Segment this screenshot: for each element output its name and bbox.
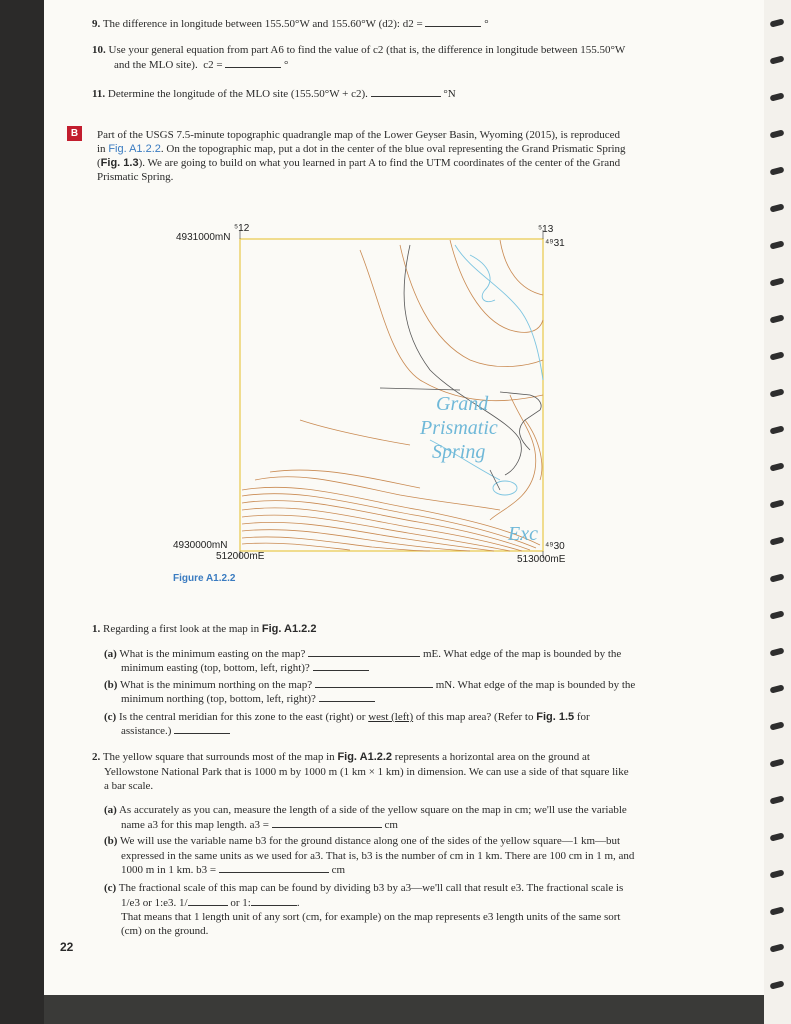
question-2a-text: As accurately as you can, measure the length of a side of the yellow square on the map in cm; we'll use the variable	[118, 804, 627, 816]
figure-caption: Figure A1.2.2	[173, 573, 236, 584]
map-label-grand: Grand	[436, 393, 489, 415]
question-1c-label: (c)	[104, 711, 117, 723]
question-2-stem-cont	[104, 765, 764, 793]
question-2c-label: (c)	[104, 882, 117, 894]
question-9-unit: °	[484, 18, 489, 30]
map-bottom-left-easting: 512000mE	[216, 551, 265, 562]
question-2c-text-2a: 1/e3 or 1:e3. 1/	[121, 897, 188, 909]
question-10-unit: °	[284, 59, 289, 71]
section-b-line-2a: in	[97, 143, 109, 155]
question-1b-text: What is the minimum northing on the map?	[120, 679, 313, 691]
question-2b-text-3: 1000 m in 1 km. b3 =	[121, 864, 217, 876]
figure-ref-1-3: Fig. 1.3	[100, 157, 139, 169]
question-1b-label: (b)	[104, 679, 118, 691]
question-2b	[104, 834, 764, 848]
question-1a-text: What is the minimum easting on the map?	[119, 648, 306, 660]
question-2b-unit: cm	[331, 864, 346, 876]
question-11-unit: °N	[443, 88, 456, 100]
question-1a-line2	[121, 661, 521, 675]
question-1b	[104, 678, 744, 692]
question-1a-unit: mE. What edge of the map is bounded by the	[422, 648, 622, 660]
question-2c-text-1: The fractional scale of this map can be found by dividing b3 by a3—we'll call that result e3. The fractional scale is	[118, 882, 624, 894]
question-2a-text-2: name a3 for this map length. a3 =	[121, 819, 269, 831]
question-1b-unit: mN. What edge of the map is bounded by the	[435, 679, 636, 691]
question-2c-ratio-blank[interactable]	[251, 905, 297, 906]
map-bottom-left-northing: 4930000mN	[173, 540, 228, 551]
question-1a	[104, 647, 744, 661]
map-top-right-northing: ⁴⁹31	[545, 238, 565, 249]
yellow-square-boundary	[240, 239, 543, 551]
map-label-prismatic: Prismatic	[420, 417, 498, 439]
question-2b-cont	[121, 849, 761, 877]
question-1c	[104, 710, 744, 724]
map-bottom-right-easting: 513000mE	[517, 554, 566, 565]
question-10-variable: c2 =	[203, 59, 223, 71]
question-1a-easting-blank[interactable]	[308, 656, 420, 657]
question-2a-label: (a)	[104, 804, 117, 816]
question-2c-cont: 1/e3 or 1:e3. 1/ or 1: . That means that 1 length unit of any sort (cm, for example) on the map represents e3 length units of the same sort (cm) on the ground.	[121, 896, 761, 938]
question-2-text-1b: represents a horizontal area on the ground at	[392, 751, 590, 763]
question-1-figure-ref: Fig. A1.2.2	[261, 623, 317, 635]
contour-lines	[242, 240, 543, 551]
question-11-number: 11.	[92, 88, 106, 100]
question-1c-answer-blank[interactable]	[174, 733, 230, 734]
map-label-spring: Spring	[432, 441, 486, 463]
question-2a-answer-blank[interactable]	[272, 827, 382, 828]
question-10-line1: Use your general equation from part A6 to find the value of c2 (that is, the difference in longitude between 155.50°W	[108, 44, 626, 56]
question-1-stem	[92, 622, 652, 636]
question-2b-text-2: expressed in the same units as we used for a3. That is, b3 is the number of cm in 1 km. There are 100 cm in 1 m, and	[121, 850, 635, 862]
question-2-number: 2.	[92, 751, 101, 763]
question-1b-line2	[121, 692, 521, 706]
question-1a-label: (a)	[104, 648, 117, 660]
question-1b-text-2: minimum northing (top, bottom, left, right)?	[121, 693, 316, 705]
page-number: 22	[60, 940, 74, 954]
section-b-badge: B	[67, 126, 82, 141]
question-2-text-2: Yellowstone National Park that is 1000 m by 1000 m (1 km × 1 km) in dimension. We can use a side of that square like	[104, 766, 629, 778]
question-1c-text-c: of this map area? (Refer to	[413, 711, 537, 723]
question-2b-text-1: We will use the variable name b3 for the ground distance along one of the sides of the yellow square—1 km—but	[120, 835, 621, 847]
question-1c-text-2: assistance.)	[121, 725, 172, 737]
map-top-right-easting: ⁵13	[538, 224, 554, 235]
question-1-text: Regarding a first look at the map in	[103, 623, 262, 635]
question-2a	[104, 803, 764, 817]
question-2a-line2	[121, 818, 521, 832]
question-2c-denominator-blank[interactable]	[188, 905, 228, 906]
map-top-left-northing: 4931000mN	[176, 232, 231, 243]
question-1-number: 1.	[92, 623, 101, 635]
question-11-text: Determine the longitude of the MLO site (155.50°W + c2).	[107, 88, 368, 100]
question-2-figure-ref: Fig. A1.2.2	[337, 751, 393, 763]
map-top-left-easting: ⁵12	[234, 223, 250, 234]
section-b-line-2b: . On the topographic map, put a dot in the center of the blue oval representing the Grand Prismatic Spring	[160, 143, 626, 155]
question-2a-unit: cm	[384, 819, 398, 831]
question-9-number: 9.	[92, 18, 101, 30]
question-1c-line2	[121, 724, 421, 738]
question-2b-label: (b)	[104, 835, 118, 847]
question-10-number: 10.	[92, 44, 106, 56]
question-1b-northing-blank[interactable]	[315, 687, 433, 688]
question-2b-answer-blank[interactable]	[219, 872, 329, 873]
question-2c	[104, 881, 764, 895]
question-1b-edge-blank[interactable]	[319, 701, 375, 702]
map-bottom-right-northing: ⁴⁹30	[545, 541, 565, 552]
question-1c-west-option: west (left)	[368, 711, 414, 723]
question-9-text: The difference in longitude between 155.50°W and 155.60°W (d2): d2 =	[102, 18, 423, 30]
question-2-text-1a: The yellow square that surrounds most of the map in	[102, 751, 338, 763]
question-2-text-3: a bar scale.	[104, 780, 154, 792]
section-b-line-4: Prismatic Spring.	[97, 171, 174, 183]
question-10-text-2: and the MLO site).	[114, 59, 198, 71]
section-b-line-3a: (	[97, 157, 101, 169]
map-label-exc: Exc	[508, 523, 538, 545]
section-b-line-1: Part of the USGS 7.5-minute topographic quadrangle map of the Lower Geyser Basin, Wyoming (2015), is reproduced	[97, 129, 621, 141]
question-1c-figure-ref: Fig. 1.5	[536, 711, 575, 723]
question-1c-text-a: Is the central meridian for this zone to the east (right) or	[118, 711, 369, 723]
figure-link-a122[interactable]: Fig. A1.2.2	[108, 143, 161, 155]
question-2c-text-4: (cm) on the ground.	[121, 925, 209, 937]
section-b-line-3b: ). We are going to build on what you learned in part A to find the UTM coordinates of the center of the Grand	[138, 157, 621, 169]
question-1a-text-2: minimum easting (top, bottom, left, right)?	[121, 662, 310, 674]
question-1a-edge-blank[interactable]	[313, 670, 369, 671]
question-2c-text-2b: or 1:	[230, 897, 251, 909]
question-2-stem	[92, 750, 752, 764]
question-2c-text-3: That means that 1 length unit of any sort (cm, for example) on the map represents e3 length units of the same sort	[121, 911, 621, 923]
question-1c-text-d: for	[574, 711, 590, 723]
